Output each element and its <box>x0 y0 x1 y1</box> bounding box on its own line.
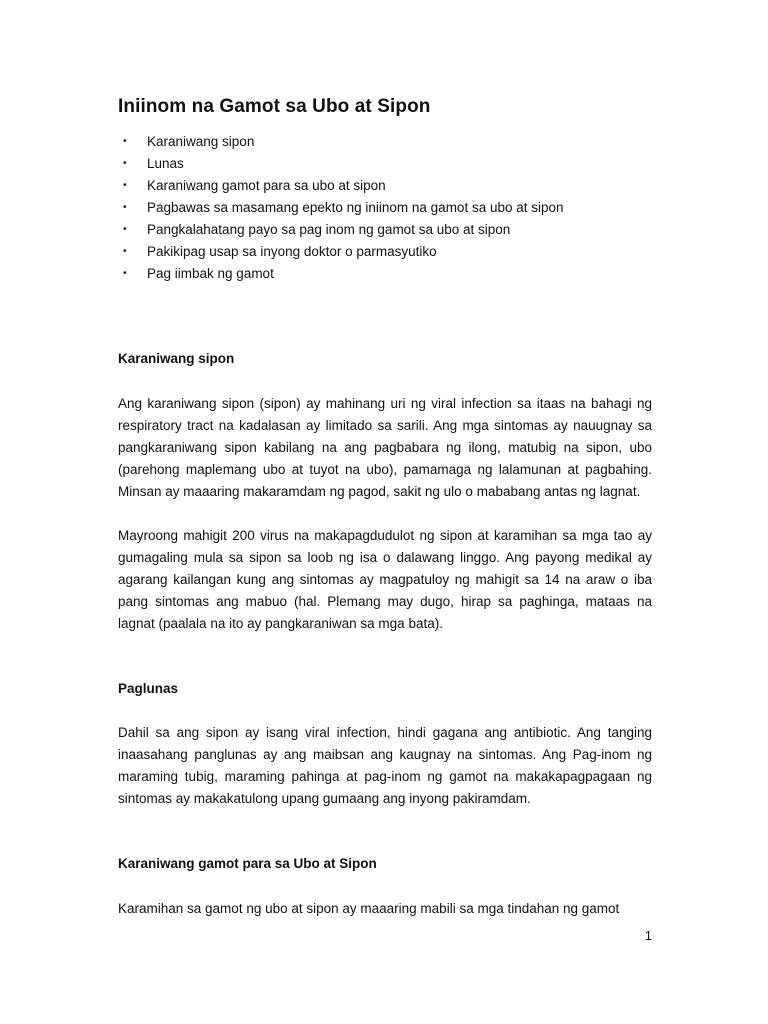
toc-item-label: Lunas <box>147 156 184 171</box>
toc-item <box>118 197 564 219</box>
paragraph: Karamihan sa gamot ng ubo at sipon ay maaaring mabili sa mga tindahan ng gamot <box>118 901 620 916</box>
section-heading-karaniwang-sipon: Karaniwang sipon <box>118 351 235 366</box>
table-of-contents <box>118 131 564 285</box>
toc-item <box>118 241 564 263</box>
bullet-icon: • <box>123 246 127 257</box>
bullet-icon: • <box>123 268 127 279</box>
toc-item <box>118 153 564 175</box>
bullet-icon: • <box>123 180 127 191</box>
toc-item-label: Karaniwang sipon <box>147 134 255 149</box>
bullet-icon: • <box>123 158 127 169</box>
section-heading-paglunas: Paglunas <box>118 681 179 696</box>
toc-item-label: Pag iimbak ng gamot <box>147 266 274 281</box>
paragraph: Mayroong mahigit 200 virus na makapagdudulot ng sipon at karamihan sa mga tao ay gumagaling mula sa sipon sa loob ng isa o dalawang linggo. Ang payong medikal ay agarang kailangan kung ang sintomas ay magpatuloy ng mahigit sa 14 na araw o iba pang sintomas ang mabuo (hal. Plemang may dugo, hirap sa paghinga, mataas na lagnat (paalala na ito ay pangkaraniwan sa mga bata). <box>118 528 652 631</box>
bullet-icon: • <box>123 136 127 147</box>
toc-item-label: Pangkalahatang payo sa pag inom ng gamot sa ubo at sipon <box>147 222 511 237</box>
toc-item <box>118 263 564 285</box>
bullet-icon: • <box>123 202 127 213</box>
bullet-icon: • <box>123 224 127 235</box>
paragraph: Ang karaniwang sipon (sipon) ay mahinang uri ng viral infection sa itaas na bahagi ng respiratory tract na kadalasan ay limitado sa sarili. Ang mga sintomas ay nauugnay sa pangkaraniwang sipon kabilang na ang pagbabara ng ilong, matubig na sipon, ubo (parehong maplemang ubo at tuyot na ubo), pamamaga ng lalamunan at pagbahing. Minsan ay maaaring makaramdam ng pagod, sakit ng ulo o mababang antas ng lagnat. <box>118 396 652 499</box>
toc-item-label: Karaniwang gamot para sa ubo at sipon <box>147 178 386 193</box>
section-heading-karaniwang-gamot: Karaniwang gamot para sa Ubo at Sipon <box>118 856 377 871</box>
toc-item <box>118 175 564 197</box>
toc-item-label: Pakikipag usap sa inyong doktor o parmasyutiko <box>147 244 437 259</box>
toc-item <box>118 219 564 241</box>
page-number: 1 <box>644 928 652 943</box>
toc-item-label: Pagbawas sa masamang epekto ng iniinom na gamot sa ubo at sipon <box>147 200 564 215</box>
toc-item <box>118 131 564 153</box>
document-title: Iniinom na Gamot sa Ubo at Sipon <box>118 96 431 117</box>
paragraph: Dahil sa ang sipon ay isang viral infection, hindi gagana ang antibiotic. Ang tanging inaasahang panglunas ay ang maibsan ang kaugnay na sintomas. Ang Pag-inom ng maraming tubig, maraming pahinga at pag-inom ng gamot na makakapagpagaan ng sintomas ay makakatulong upang gumaang ang inyong pakiramdam. <box>118 725 652 806</box>
